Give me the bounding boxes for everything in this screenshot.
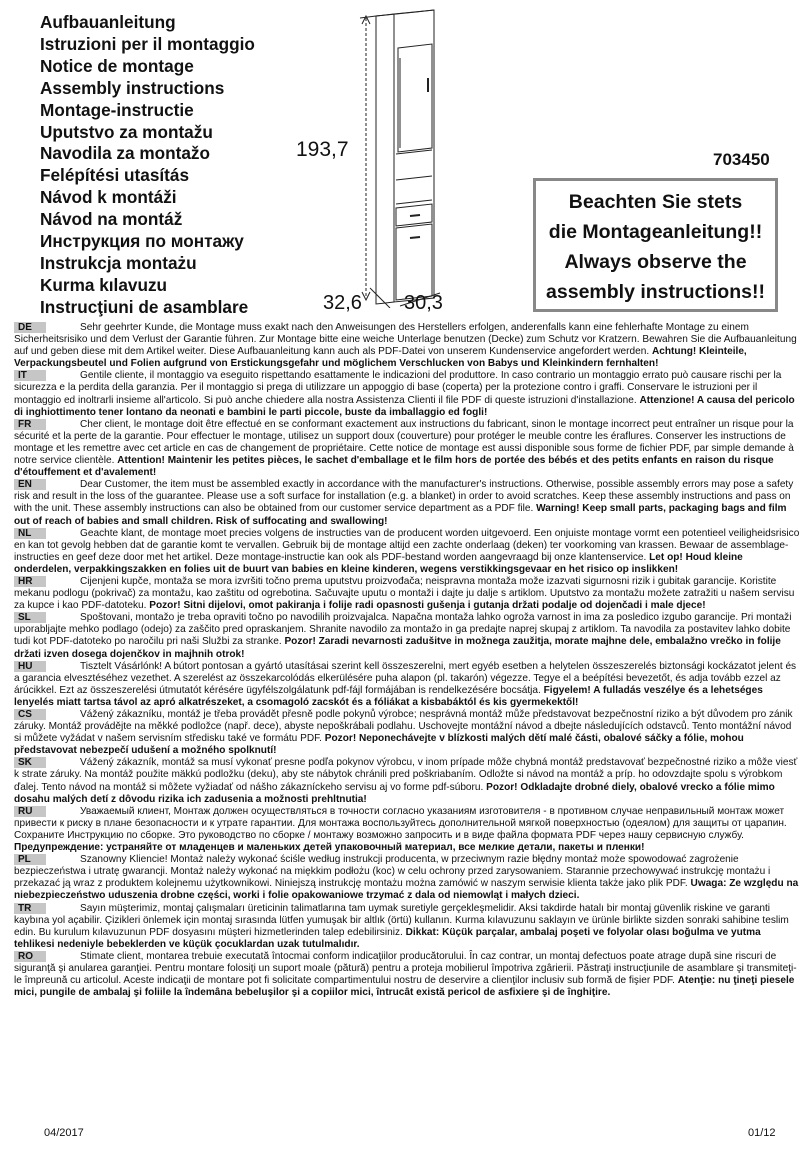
section-text: Geachte klant, de montage moet precies volgens de instructies van de producent worden uitgevoerd. Een onjuiste montage vormt een potentieel veiligheidsrisico en kan tot gevolg hebben dat de garantie komt te vervallen. Gebruik bij de montage altijd een zachte onderlaag (deken) ter voorkoming van krassen. Bewaar de assemblage-instructies en geef deze door met het artikel. Deze montage-instructie kan ook als PDF-bestand worden aangevraagd bij onze klantenservice. [14, 527, 800, 563]
title-ru: Инструкция по монтажу [40, 231, 244, 252]
section-warning: Предупреждение: устраняйте от младенцев и маленьких детей упаковочный материал, все мелкие детали, пакеты и пленки! [14, 842, 645, 854]
language-code: DE [14, 322, 46, 333]
title-cs: Návod k montáži [40, 187, 177, 208]
footer-page-number: 01/12 [748, 1127, 776, 1139]
section-text: Stimate client, montarea trebuie executată întocmai conform indicaţiilor producătorului. În caz contrar, un montaj defectuos poate atrage după sine riscuri de siguranţă şi anularea garanţiei. Pentru montare folosiţi un suport moale (pătură) pentru a proteja mobilierul împotriva zgârierii. Păstraţi instrucţiunile de asamblare şi transmiteţi-le împreună cu articolul. Aceste indicaţii de montare pot fi solicitate compartimentului nostru de deservire a clienţilor inclusiv sub formă de fişier PDF. [14, 950, 797, 987]
section-text: Cijenjeni kupče, montaža se mora izvršiti točno prema uputstvu proizvođača; neispravna montaža može izazvati sigurnosni rizik i gubitak garancije. Koristite mekanu podlogu (pokrivač) za montažu, kao zaštitu od ogrebotina. Sačuvajte uputu o montaži i dajte ju dalje s artiklom. Uputstvo za montažu možete zatražiti u našem servisu za kupce i kao PDF-datoteku. [14, 575, 795, 612]
section-warning: Warning! Keep small parts, packaging bags and film out of reach of babies and small children. Risk of suffocating and swallowing! [14, 503, 787, 527]
section-tr [14, 903, 800, 951]
language-code: CS [14, 709, 46, 720]
section-warning: Let op! Houd kleine onderdelen, verpakkingszakken en folies uit de buurt van babies en kleine kinderen, wegens verstikkingsgevaar en het risico op inslikken! [14, 551, 743, 575]
section-warning: Figyelem! A fulladás veszélye és a lehetséges lenyelés miatt tartsa távol az apró alkatrészeket, a csomagoló zacskót és a fóliákat a kisbabáktól és kis gyermekektől! [14, 684, 763, 708]
title-hu: Felépítési utasítás [40, 165, 190, 186]
section-de [14, 322, 800, 370]
section-cs [14, 709, 800, 757]
section-pl [14, 854, 800, 902]
section-nl [14, 528, 800, 576]
cabinet-illustration [340, 8, 450, 308]
language-code: RO [14, 951, 46, 962]
section-sl [14, 612, 800, 660]
section-en [14, 479, 800, 527]
language-code: TR [14, 903, 46, 914]
title-sl: Navodila za montažo [40, 143, 210, 164]
product-code: 703450 [713, 150, 770, 169]
section-text: Sehr geehrter Kunde, die Montage muss exakt nach den Anweisungen des Herstellers erfolgen, anderenfalls kann eine fehlerhafte Montage zu einem Sicherheitsrisiko und dem Verlust der Garantie führen. Zur Montage bitte eine weiche Unterlage benutzen (Decke) zum Schutz vor Kratzern. Bewahren Sie die Aufbauanleitung auf und geben diese mit dem Artikel weiter. Diese Aufbauanleitung kann auch als PDF-Datei von unserem Kundenservice angefordert werden. [14, 322, 797, 358]
section-text: Dear Customer, the item must be assembled exactly in accordance with the manufacturer's instructions. Otherwise, possible assembly errors may pose a safety risk and result in the loss of the guarantee. Please use a soft surface for installation (e.g. a blanket) in order to avoid scratches. Keep these assembly instructions and pass on with the unit. These assembly instructions can also be obtained from our customer service department as a PDF file. [14, 479, 794, 515]
title-it: Istruzioni per il montaggio [40, 33, 255, 54]
title-de: Aufbauanleitung [40, 12, 176, 32]
language-sections [14, 322, 800, 999]
language-code: SL [14, 612, 46, 623]
section-text: Gentile cliente, il montaggio va eseguito rispettando esattamente le indicazioni del produttore. In caso contrario un montaggio errato può causare rischi per la sicurezza e la perdita della garanzia. Per il montaggio si prega di utilizzare un appoggio di base (coperta) per la protezione contro i graffi. Conservare le istruzioni per il montaggio ed inoltrarli insieme all'articolo. Si può anche chiedere alla nostra Assistenza Clienti il file PDF di queste istruzioni d'installazione. [14, 370, 782, 406]
section-warning: Uwaga: Ze względu na niebezpieczeństwo uduszenia drobne części, worki i folie opakowaniowe trzymać z dala od niemowląt i małych dzieci. [14, 878, 799, 902]
language-code: PL [14, 854, 46, 865]
language-code: FR [14, 419, 46, 430]
section-text: Vážený zákazníku, montáž je třeba provádět přesně podle pokynů výrobce; nesprávná montáž může představovat bezpečnostní riziko a být důvodem pro zánik záruky. Montáž provádějte na měkké podložce (např. dece), abyste nepoškrábali podlahu. Uschovejte montážní návod a dbejte následujících odstavců. Tento montážní návod si můžete vyžádat v našem servisním středisku také ve formátu PDF. [14, 709, 793, 745]
title-nl: Montage-instructie [40, 99, 194, 120]
title-ro: Instrucţiuni de asamblare [40, 296, 249, 317]
footer-date: 04/2017 [44, 1127, 84, 1139]
section-text: Sayın müşterimiz, montaj çalışmaları üreticinin talimatlarına tam uymak suretiyle gerçekleşmelidir. Aksi takdirde hatalı bir montaj güvenlik riskine ve garanti kaybına yol açabilir. Çizikleri önlemek için montaj sırasında lütfen yumuşak bir altlık (örtü) kullanın. Kurma kılavuzunu saklayın ve ürünle birlikte sizden sonraki sahibine teslim edin. Bu kurulum kılavuzunun PDF dosyasını müşteri hizmetlerinden talep edebilirsiniz. [14, 902, 789, 938]
language-code: EN [14, 479, 46, 490]
title-fr: Notice de montage [40, 55, 194, 76]
language-code: HR [14, 576, 46, 587]
language-code: HU [14, 661, 46, 672]
title-en: Assembly instructions [40, 77, 225, 98]
notice-box [533, 178, 778, 312]
section-text: Szanowny Kliencie! Montaż należy wykonać ściśle według instrukcji producenta, w przeciwnym razie błędny montaż może spowodować zagrożenie bezpieczeństwa i utratę gwarancji. Montaż należy wykonać na miękkim podłożu (koc) w celu ochrony przed zarysowaniem. Starannie przechowywać instrukcję montażu i przekazać ją wraz z produktem kolejnemu użytkownikowi. Niniejszą instrukcję montażu można zamówić w naszym serwisie klienta także jako plik PDF. [14, 854, 771, 890]
notice-line-2: die Montageanleitung!! [548, 221, 763, 243]
title-hr: Uputstvo za montažu [40, 121, 213, 142]
notice-line-3: Always observe the [564, 251, 747, 273]
language-code: SK [14, 757, 46, 768]
language-code: NL [14, 528, 46, 539]
section-warning: Attention! Maintenir les petites pièces, le sachet d'emballage et le film hors de portée des bébés et des petits enfants en raison du risque d'étouffement et d'avalement! [14, 455, 774, 479]
section-text: Уважаемый клиент, Монтаж должен осуществляться в точности согласно указаниям изготовителя - в противном случае неправильный монтаж может привести к риску в плане безопасности и к утрате гарантии. Для монтажа воспользуйтесь дополнительной мягкой поверхностью (одеялом) для защиты от царапин. Сохраните Инструкцию по сборке. Это руководство по сборке / монтажу возможно запросить и в виде файла формата PDF через нашу сервисную службу. [14, 805, 787, 841]
section-warning: Pozor! Zaradi nevarnosti zadušitve in možnega zaužitja, morate majhne dele, embalažno vrečko in folije držati izven dosega dojenčkov in majhnih otrok! [14, 636, 781, 660]
section-warning: Pozor! Sitni dijelovi, omot pakiranja i folije radi opasnosti gušenja i gutanja držati podalje od dojenčadi i male djece! [149, 600, 706, 612]
title-tr: Kurma kılavuzu [40, 274, 168, 295]
section-text: Vážený zákazník, montáž sa musí vykonať presne podľa pokynov výrobcu, v inom prípade môže chybná montáž predstavovať bezpečnostné riziko a môže viesť k strate záruky. Na montáž použite mäkkú podložku (deku), aby ste nábytok chránili pred poškriabaním. Odložte si návod na montáž a príp. ho odovzdajte spolu s výrobkom ďalej. Tento návod na montáž si môžete vyžiadať od nášho zákazníckeho servisu aj vo forme pdf-súboru. [14, 757, 798, 793]
section-sk [14, 757, 800, 805]
section-warning: Attenzione! A causa del pericolo di inghiottimento tener lontano da neonati e bambini le parti piccole, buste da imballaggio ed fogli! [14, 394, 795, 418]
dimension-height: 193,7 [296, 138, 349, 161]
section-text: Tisztelt Vásárlónk! A bútort pontosan a gyártó utasításai szerint kell összeszerelni, mert egyéb esetben a helytelen összeszerelés biztonsági kockázatot jelent és a garancia elvesztéséhez vezethet. A szerelést az összekarcolódás elkerülésére puha alapon (pl. takarón) végezze. Tegye el a beépítési bevezetőt, és adja tovább ezzel az árúcikkel. Ezt az összeszerelési útmutatót kérésére ügyfélszolgálatunk pdf-fájl formájában is rendelkezésére bocsátja. [14, 660, 797, 696]
section-warning: Pozor! Neponechávejte v blízkosti malých dětí malé části, obalové sáčky a fólie, mohou představovat nebezpečí udušení a možného spolknutí! [14, 733, 744, 757]
section-ro [14, 951, 800, 999]
section-text: Cher client, le montage doit être effectué en se conformant exactement aux instructions du fabricant, sinon le montage incorrect peut entraîner un risque pour la sécurité et la perte de la garantie. Pour effectuer le montage, utilisez un support doux (couverture) pour protéger le meuble contre les éraflures. Conserver les instructions de montage et les remettre avec cet article en cas de changement de propriétaire. Cette notice de montage est aussi disponible sous forme de fichier PDF, par simple demande à notre service clientèle. [14, 418, 794, 467]
language-code: RU [14, 806, 46, 817]
section-hr [14, 576, 800, 612]
section-warning: Atenţie: nu ţineţi piesele mici, pungile de ambalaj şi foliile la îndemâna bebeluşilor şi a copiilor mici, întrucât există pericol de asfixiere şi de înghiţire. [14, 975, 795, 999]
section-ru [14, 806, 800, 854]
section-fr [14, 419, 800, 479]
language-code: IT [14, 370, 46, 381]
section-text: Spoštovani, montažo je treba opraviti točno po navodilih proizvajalca. Napačna montaža lahko ogroža varnost in ima za posledico izgubo garancije. Pri montaži uporabljajte mehko podlago (odejo) za zaščito pred opraskanjem. Shranite navodilo za montažo in ga predajte naprej skupaj z artiklom. Ta navodila za postavitev lahko dobite tudi kot PDF-datoteko po naročilu pri naši Službi za stranke. [14, 612, 792, 648]
section-warning: Dikkat: Küçük parçalar, ambalaj poşeti ve folyolar olası boğulma ve yutma tehlikesi nedeniyle bebeklerden ve küçük çocuklardan uzak tutulmalıdır. [14, 926, 761, 950]
section-warning: Achtung! Kleinteile, Verpackungsbeutel und Folien aufgrund von Erstickungsgefahr und möglichem Verschlucken von Babys und Kleinkindern fernhalten! [14, 346, 747, 370]
section-warning: Pozor! Odkladajte drobné diely, obalové vrecko a fólie mimo dosahu malých detí z dôvodu rizika ich zadusenia a možnosti prehltnutia! [14, 781, 775, 805]
title-sk: Návod na montáž [40, 209, 183, 230]
section-hu [14, 661, 800, 709]
section-it [14, 370, 800, 418]
title-pl: Instrukcja montażu [40, 252, 197, 273]
notice-line-1: Beachten Sie stets [568, 191, 743, 213]
dimension-width: 32,6 [323, 292, 362, 314]
title-list [40, 12, 300, 319]
dimension-depth: 30,3 [404, 292, 443, 314]
notice-line-4: assembly instructions!! [546, 281, 765, 303]
